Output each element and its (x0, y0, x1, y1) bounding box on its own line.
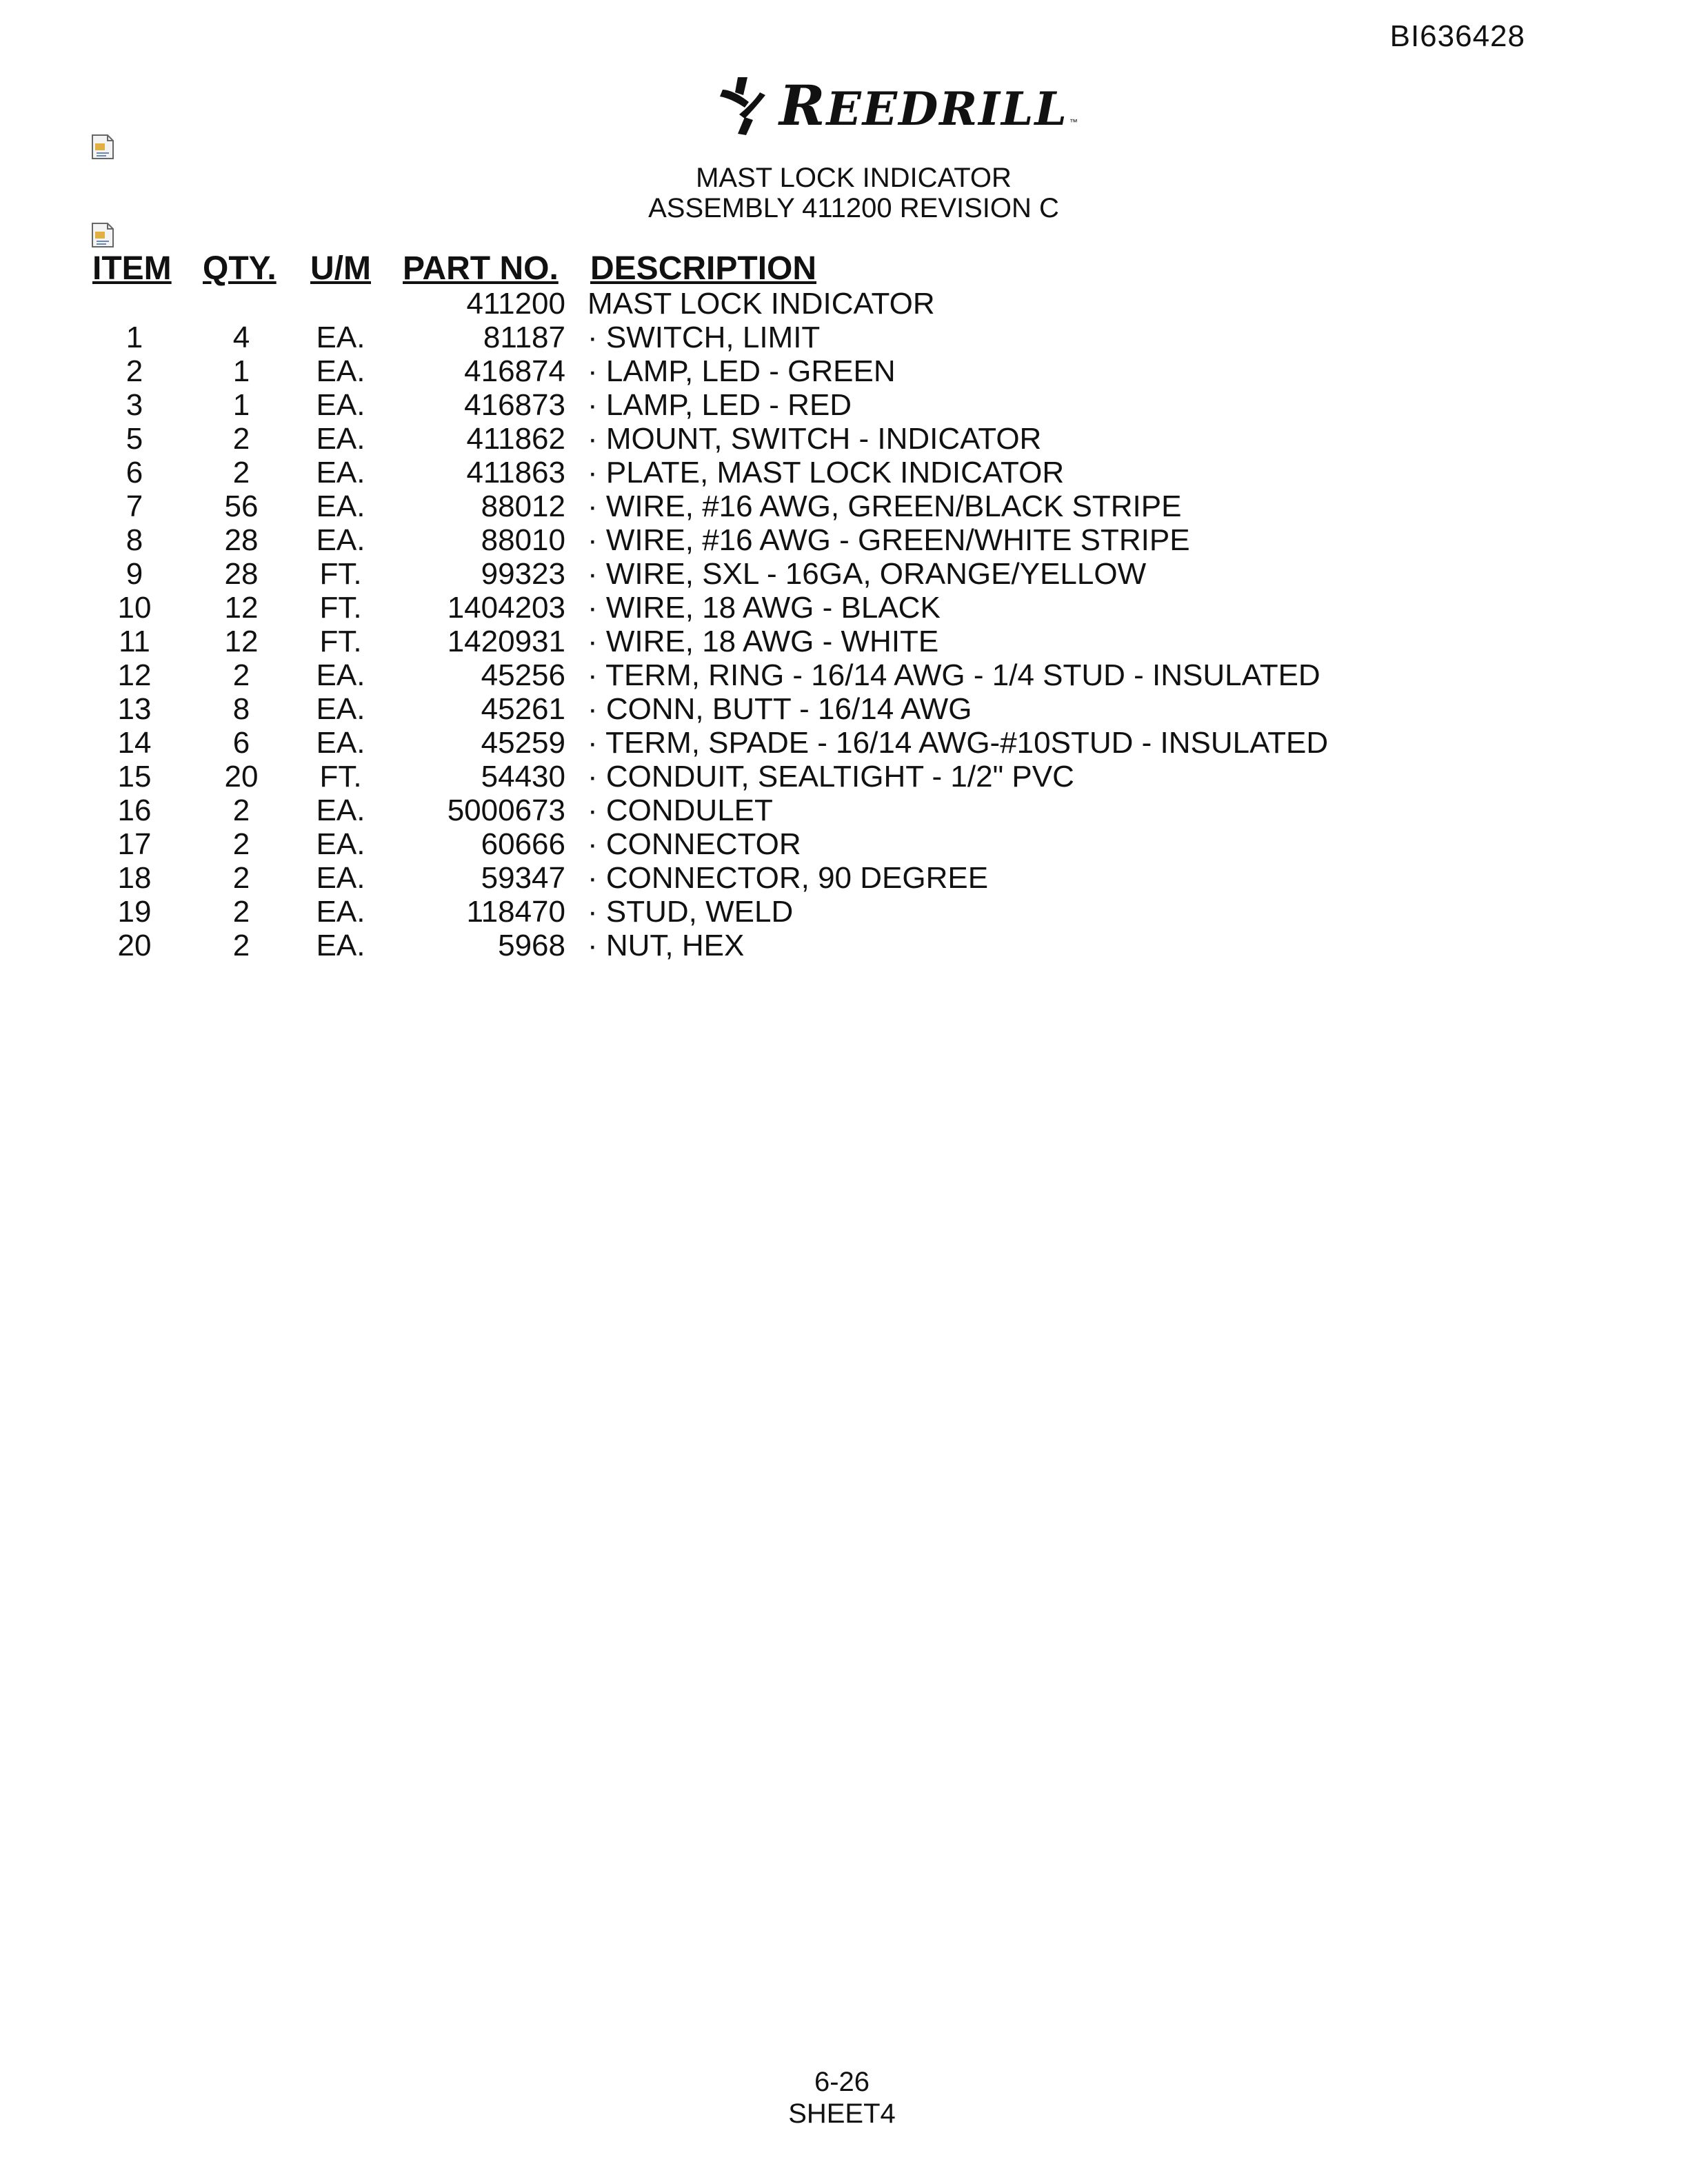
table-row (0, 692, 1688, 726)
part-number-cell: 88012 (481, 489, 565, 523)
part-number-cell: 45256 (481, 658, 565, 692)
qty-cell: 2 (232, 658, 250, 692)
item-cell: 9 (125, 557, 143, 591)
description-cell: · PLATE, MAST LOCK INDICATOR (587, 456, 1065, 489)
part-number-cell: 411862 (466, 422, 565, 456)
qty-cell: 12 (224, 625, 259, 658)
um-cell: EA. (316, 354, 365, 388)
part-number-cell: 45259 (481, 726, 565, 760)
description-cell: · MOUNT, SWITCH - INDICATOR (587, 422, 1042, 456)
item-cell: 20 (117, 929, 152, 962)
item-cell: 15 (117, 760, 152, 793)
description-cell: · STUD, WELD (587, 895, 794, 929)
description-cell: · WIRE, #16 AWG, GREEN/BLACK STRIPE (587, 489, 1182, 523)
description-cell: · LAMP, LED - GREEN (587, 354, 896, 388)
table-row (0, 827, 1688, 861)
part-number-cell: 99323 (481, 557, 565, 591)
header-description: DESCRIPTION (590, 250, 817, 287)
um-cell: EA. (316, 321, 365, 354)
item-cell: 11 (119, 625, 150, 658)
item-cell: 5 (125, 422, 143, 456)
description-cell: · WIRE, 18 AWG - BLACK (587, 591, 941, 625)
part-number-cell: 60666 (481, 827, 565, 861)
um-cell: EA. (316, 489, 365, 523)
table-row (0, 793, 1688, 827)
description-cell: · CONN, BUTT - 16/14 AWG (587, 692, 972, 726)
part-number-cell: 1404203 (447, 591, 565, 625)
qty-cell: 2 (232, 861, 250, 895)
table-row (0, 456, 1688, 489)
description-cell: · TERM, RING - 16/14 AWG - 1/4 STUD - INSULATED (587, 658, 1320, 692)
qty-cell: 2 (232, 929, 250, 962)
part-number-cell: 5968 (498, 929, 565, 962)
description-cell: · WIRE, 18 AWG - WHITE (587, 625, 939, 658)
item-cell: 3 (125, 388, 143, 422)
um-cell: EA. (316, 422, 365, 456)
table-row (0, 287, 1688, 321)
um-cell: EA. (316, 827, 365, 861)
description-cell: · SWITCH, LIMIT (587, 321, 821, 354)
part-number-cell: 118470 (466, 895, 565, 929)
um-cell: EA. (316, 793, 365, 827)
item-cell: 8 (125, 523, 143, 557)
description-cell: MAST LOCK INDICATOR (587, 287, 935, 321)
um-cell: EA. (316, 523, 365, 557)
item-cell: 2 (125, 354, 143, 388)
qty-cell: 2 (232, 827, 250, 861)
qty-cell: 8 (232, 692, 250, 726)
part-number-cell: 416873 (464, 388, 565, 422)
table-row (0, 929, 1688, 962)
qty-cell: 28 (224, 557, 259, 591)
table-row (0, 895, 1688, 929)
table-row (0, 354, 1688, 388)
qty-cell: 2 (232, 422, 250, 456)
page-number: 6-26 (814, 2067, 870, 2097)
document-attachment-icon[interactable] (91, 222, 114, 248)
table-row (0, 489, 1688, 523)
part-number-cell: 411863 (466, 456, 565, 489)
um-cell: EA. (316, 456, 365, 489)
description-cell: · CONNECTOR, 90 DEGREE (587, 861, 989, 895)
logo-wordmark: REEDRILL (779, 73, 1068, 138)
um-cell: EA. (316, 861, 365, 895)
item-cell: 13 (117, 692, 152, 726)
document-id: BI636428 (1389, 19, 1525, 53)
qty-cell: 12 (224, 591, 259, 625)
qty-cell: 20 (224, 760, 259, 793)
document-attachment-icon[interactable] (91, 134, 114, 160)
item-cell: 17 (117, 827, 152, 861)
item-cell: 10 (117, 591, 152, 625)
item-cell: 1 (125, 321, 143, 354)
sheet-label: SHEET4 (788, 2099, 896, 2129)
item-cell: 18 (117, 861, 152, 895)
part-number-cell: 54430 (481, 760, 565, 793)
table-row (0, 422, 1688, 456)
table-row (0, 658, 1688, 692)
part-number-cell: 59347 (481, 861, 565, 895)
description-cell: · CONDULET (587, 793, 773, 827)
part-number-cell: 416874 (464, 354, 565, 388)
um-cell: EA. (316, 895, 365, 929)
part-number-cell: 88010 (481, 523, 565, 557)
description-cell: · CONNECTOR (587, 827, 801, 861)
description-cell: · CONDUIT, SEALTIGHT - 1/2" PVC (587, 760, 1074, 793)
part-number-cell: 45261 (481, 692, 565, 726)
qty-cell: 2 (232, 895, 250, 929)
header-qty: QTY. (203, 250, 277, 287)
table-row (0, 760, 1688, 793)
description-cell: · WIRE, SXL - 16GA, ORANGE/YELLOW (587, 557, 1147, 591)
part-number-cell: 1420931 (447, 625, 565, 658)
item-cell: 12 (117, 658, 152, 692)
qty-cell: 2 (232, 793, 250, 827)
trademark-symbol: ™ (1069, 117, 1078, 127)
qty-cell: 56 (224, 489, 259, 523)
item-cell: 19 (117, 895, 152, 929)
item-cell: 7 (125, 489, 143, 523)
um-cell: EA. (316, 929, 365, 962)
um-cell: EA. (316, 692, 365, 726)
um-cell: EA. (316, 388, 365, 422)
qty-cell: 1 (232, 354, 250, 388)
description-cell: · TERM, SPADE - 16/14 AWG-#10STUD - INSULATED (587, 726, 1329, 760)
table-row (0, 388, 1688, 422)
qty-cell: 1 (232, 388, 250, 422)
um-cell: EA. (316, 658, 365, 692)
table-header (0, 250, 1688, 291)
qty-cell: 4 (232, 321, 250, 354)
table-row (0, 321, 1688, 354)
header-item: ITEM (92, 250, 172, 287)
um-cell: FT. (319, 625, 362, 658)
part-number-cell: 81187 (483, 321, 565, 354)
item-cell: 6 (125, 456, 143, 489)
um-cell: FT. (319, 557, 362, 591)
parts-table (0, 287, 1688, 962)
description-cell: · LAMP, LED - RED (587, 388, 852, 422)
table-row (0, 625, 1688, 658)
assembly-subtitle: ASSEMBLY 411200 REVISION C (648, 193, 1059, 223)
item-cell: 16 (117, 793, 152, 827)
qty-cell: 2 (232, 456, 250, 489)
table-row (0, 591, 1688, 625)
description-cell: · NUT, HEX (587, 929, 745, 962)
part-number-cell: 5000673 (447, 793, 565, 827)
description-cell: · WIRE, #16 AWG - GREEN/WHITE STRIPE (587, 523, 1190, 557)
header-part-no: PART NO. (403, 250, 559, 287)
table-row (0, 557, 1688, 591)
um-cell: EA. (316, 726, 365, 760)
item-cell: 14 (117, 726, 152, 760)
table-row (0, 523, 1688, 557)
table-row (0, 726, 1688, 760)
reedrill-logo (717, 74, 1078, 136)
document-title: MAST LOCK INDICATOR (696, 163, 1012, 193)
qty-cell: 28 (224, 523, 259, 557)
qty-cell: 6 (232, 726, 250, 760)
part-number-cell: 411200 (466, 287, 565, 321)
um-cell: FT. (319, 760, 362, 793)
header-um: U/M (310, 250, 371, 287)
drill-bit-logo-icon (717, 74, 771, 136)
um-cell: FT. (319, 591, 362, 625)
table-row (0, 861, 1688, 895)
